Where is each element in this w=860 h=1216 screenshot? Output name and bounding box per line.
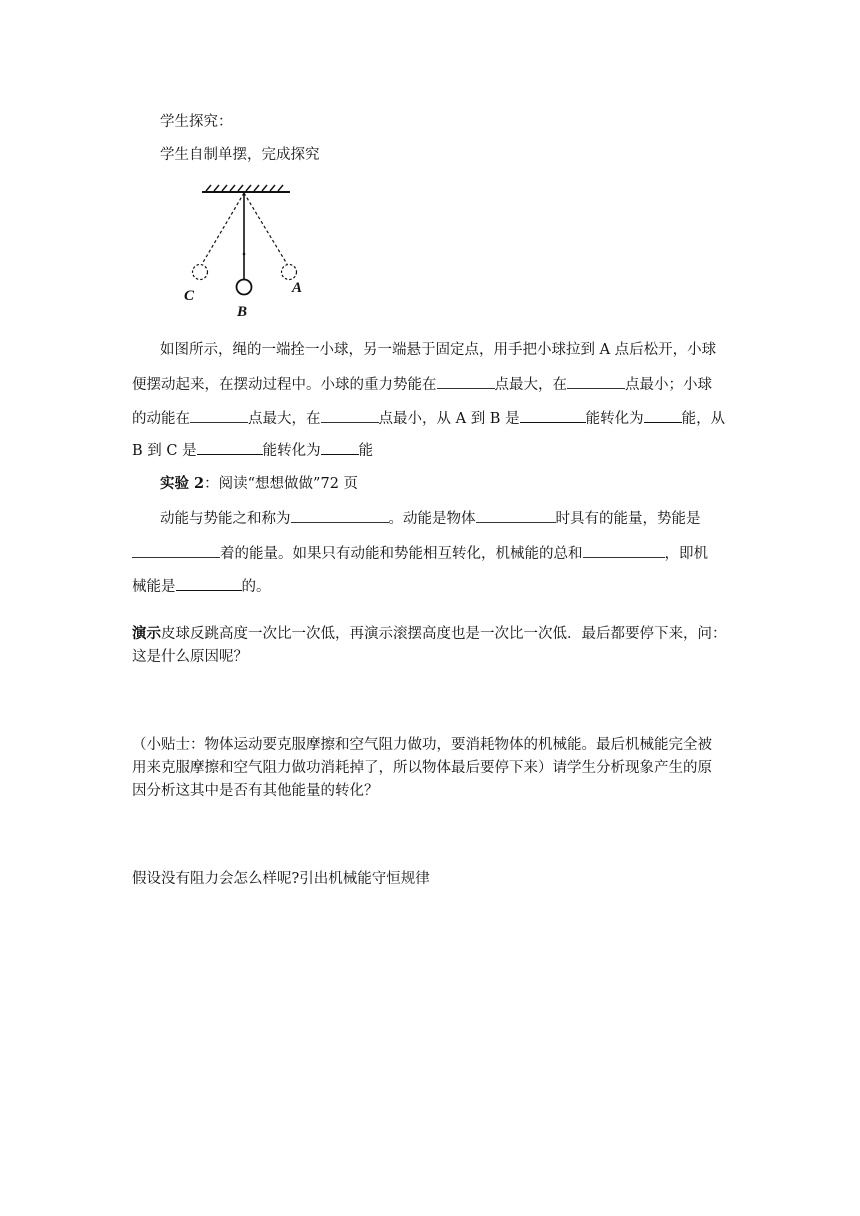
paragraph2-text: 动能与势能之和称为 — [160, 511, 291, 527]
paragraph1-text: 能转化为 — [585, 411, 644, 427]
paragraph2-line3 — [132, 576, 271, 597]
demo-label: 演示 — [132, 625, 161, 642]
blank-max-potential[interactable] — [437, 374, 495, 389]
blank-bc-to[interactable] — [321, 440, 359, 455]
blank-ab-from[interactable] — [520, 408, 586, 423]
paragraph2-text: ，即机 — [664, 546, 708, 562]
paragraph1-line1: 如图所示，绳的一端拴一小球，另一端悬于固定点，用手把小球拉到 A 点后松开，小球 — [160, 342, 717, 358]
label-c: C — [184, 288, 195, 304]
paragraph1-text: 便摆动起来，在摆动过程中。小球的重力势能在 — [132, 377, 437, 393]
demo-line1 — [132, 624, 727, 644]
blank-ab-to[interactable] — [644, 408, 682, 423]
demo-line2: 这是什么原因呢？ — [132, 649, 248, 665]
pendulum-figure — [178, 178, 318, 320]
experiment2-label: 实验 2 — [160, 475, 205, 492]
paragraph1-text: 的动能在 — [132, 411, 190, 427]
tip-line3: 因分析这其中是否有其他能量的转化？ — [132, 783, 379, 799]
paragraph1-text: B 到 C 是 — [132, 443, 197, 459]
paragraph2-text: 时具有的能量，势能是 — [555, 511, 701, 527]
blank-bc-from[interactable] — [197, 440, 263, 455]
paragraph1-text: 点最小；小球 — [625, 377, 712, 393]
intro-text: 学生自制单摆，完成探究 — [160, 147, 320, 163]
paragraph1-text: 点最大，在 — [248, 411, 321, 427]
tip-line1: （小贴士：物体运动要克服摩擦和空气阻力做功，要消耗物体的机械能。最后机械能完全被 — [132, 737, 712, 753]
blank-max-kinetic[interactable] — [190, 408, 248, 423]
paragraph1-line2 — [132, 374, 712, 395]
paragraph2-text: 着的能量。如果只有动能和势能相互转化，机械能的总和 — [220, 546, 583, 562]
section-title: 学生探究： — [160, 114, 233, 130]
paragraph2-line2 — [132, 543, 708, 564]
blank-total[interactable] — [583, 543, 665, 558]
paragraph1-text: 能 — [358, 443, 374, 459]
blank-conserved[interactable] — [176, 576, 242, 591]
paragraph1-text: 点最小，从 A 到 B 是 — [378, 411, 520, 427]
blank-mechanical-energy[interactable] — [291, 508, 389, 523]
blank-min-potential[interactable] — [567, 374, 625, 389]
paragraph1-text: 能，从 — [681, 411, 726, 427]
label-a: A — [292, 280, 303, 296]
final-text: 假设没有阻力会怎么样呢?引出机械能守恒规律 — [132, 871, 430, 887]
label-b: B — [237, 304, 248, 320]
paragraph1-text: 点最大，在 — [494, 377, 567, 393]
blank-kinetic-definition[interactable] — [476, 508, 556, 523]
blank-min-kinetic[interactable] — [321, 408, 379, 423]
paragraph1-text: 能转化为 — [262, 443, 321, 459]
experiment2-line — [160, 474, 358, 494]
paragraph2-line1 — [160, 508, 701, 529]
blank-potential-definition[interactable] — [132, 543, 220, 558]
demo-text: 皮球反跳高度一次比一次低，再演示滚摆高度也是一次比一次低．最后都要停下来，问： — [161, 626, 727, 642]
paragraph1-line3 — [132, 408, 725, 429]
paragraph2-text: 的。 — [241, 579, 271, 595]
paragraph1-line4 — [132, 440, 373, 461]
paragraph2-text: 械能是 — [132, 579, 176, 595]
experiment2-text: ：阅读“想想做做”72 页 — [204, 476, 359, 492]
tip-line2: 用来克服摩擦和空气阻力做功消耗掉了，所以物体最后要停下来）请学生分析现象产生的原 — [132, 760, 712, 776]
paragraph2-text: 。动能是物体 — [388, 511, 476, 527]
